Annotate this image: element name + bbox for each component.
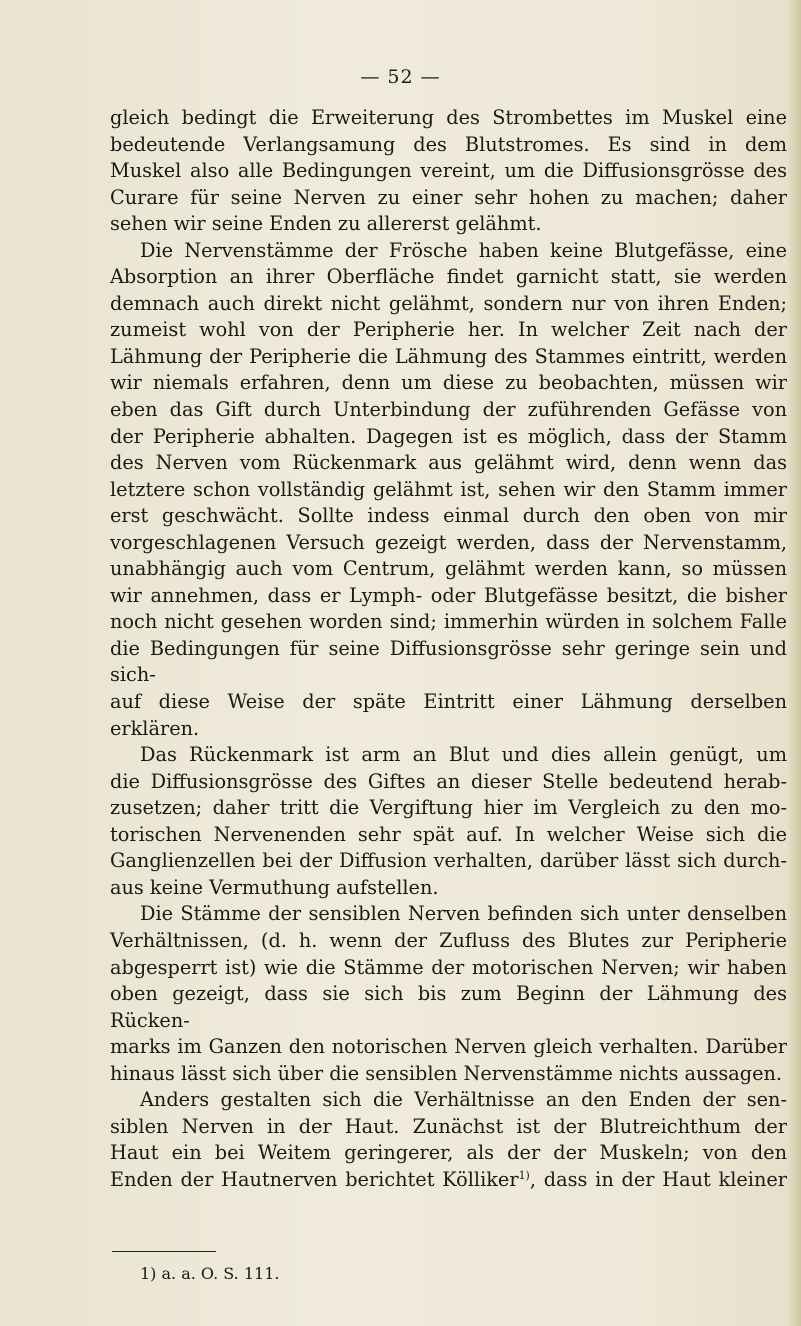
text-line: eben das Gift durch Unterbindung der zuführenden Gefässe von bbox=[110, 398, 787, 422]
footnote: 1) a. a. O. S. 111. bbox=[140, 1264, 280, 1283]
text-line: wir annehmen, dass er Lymph- oder Blutgefässe besitzt, die bisher bbox=[110, 583, 787, 607]
text-line: die Bedingungen für seine Diffusionsgrösse sehr geringe sein und sich- bbox=[110, 636, 787, 687]
text-line: torischen Nervenenden sehr spät auf. In welcher Weise sich die bbox=[110, 822, 787, 846]
text-line: unabhängig auch vom Centrum, gelähmt werden kann, so müssen bbox=[110, 557, 787, 581]
text-line: Das Rückenmark ist arm an Blut und dies allein genügt, um bbox=[140, 743, 787, 767]
footnote-divider bbox=[112, 1251, 216, 1252]
text-line: oben gezeigt, dass sie sich bis zum Beginn der Lähmung des Rücken- bbox=[110, 982, 787, 1032]
text-line: Die Nervenstämme der Frösche haben keine Blutgefässe, eine bbox=[140, 238, 787, 262]
text-line: zusetzen; daher tritt die Vergiftung hier im Vergleich zu den mo- bbox=[110, 796, 787, 820]
page-edge-shadow bbox=[787, 0, 801, 1326]
text-line: Haut ein bei Weitem geringerer, als der der Muskeln; von den bbox=[110, 1141, 787, 1165]
text-line: gleich bedingt die Erweiterung des Strombettes im Muskel eine bbox=[110, 106, 787, 129]
text-line: demnach auch direkt nicht gelähmt, sondern nur von ihren Enden; bbox=[110, 291, 787, 315]
footnote-marker: 1) bbox=[518, 1168, 530, 1182]
body-text bbox=[110, 105, 787, 1193]
text-line: Anders gestalten sich die Verhältnisse an den Enden der sen- bbox=[140, 1088, 787, 1112]
text-line: Muskel also alle Bedingungen vereint, um die Diffusionsgrösse des bbox=[110, 159, 787, 183]
text-line: sehen wir seine Enden zu allererst gelähmt. bbox=[110, 212, 542, 236]
text-line: letztere schon vollständig gelähmt ist, sehen wir den Stamm immer bbox=[110, 477, 787, 501]
text-fragment: , dass in der Haut kleiner bbox=[529, 1167, 788, 1191]
text-line: marks im Ganzen den notorischen Nerven gleich verhalten. Darüber bbox=[110, 1035, 787, 1059]
text-line: vorgeschlagenen Versuch gezeigt werden, dass der Nervenstamm, bbox=[110, 530, 787, 554]
text-line: zumeist wohl von der Peripherie her. In welcher Zeit nach der bbox=[110, 318, 787, 342]
text-line: abgesperrt ist) wie die Stämme der motorischen Nerven; wir haben bbox=[110, 955, 787, 979]
text-line: auf diese Weise der späte Eintritt einer Lähmung derselben erklären. bbox=[110, 690, 787, 740]
text-line: noch nicht gesehen worden sind; immerhin würden in solchem Falle bbox=[110, 610, 787, 634]
text-fragment: Enden der Hautnerven berichtet Kölliker bbox=[110, 1167, 519, 1191]
text-line: siblen Nerven in der Haut. Zunächst ist der Blutreichthum der bbox=[110, 1114, 787, 1138]
text-line: die Diffusionsgrösse des Giftes an dieser Stelle bedeutend herab- bbox=[110, 769, 787, 793]
text-line: der Peripherie abhalten. Dagegen ist es möglich, dass der Stamm bbox=[110, 424, 787, 448]
text-line: Absorption an ihrer Oberfläche findet garnicht statt, sie werden bbox=[110, 265, 787, 289]
text-line: aus keine Vermuthung aufstellen. bbox=[110, 875, 439, 899]
text-line: erst geschwächt. Sollte indess einmal durch den oben von mir bbox=[110, 504, 787, 528]
text-line: des Nerven vom Rückenmark aus gelähmt wird, denn wenn das bbox=[110, 451, 787, 475]
text-line bbox=[110, 1167, 787, 1194]
text-line: Lähmung der Peripherie die Lähmung des Stammes eintritt, werden bbox=[110, 344, 787, 368]
text-line: Curare für seine Nerven zu einer sehr hohen zu machen; daher bbox=[110, 185, 787, 209]
text-line: Ganglienzellen bei der Diffusion verhalten, darüber lässt sich durch- bbox=[110, 849, 787, 873]
text-line: Verhältnissen, (d. h. wenn der Zufluss des Blutes zur Peripherie bbox=[110, 928, 787, 952]
text-line: hinaus lässt sich über die sensiblen Nervenstämme nichts aussagen. bbox=[110, 1061, 783, 1085]
text-line: wir niemals erfahren, denn um diese zu beobachten, müssen wir bbox=[110, 371, 787, 395]
page-number: — 52 — bbox=[360, 66, 441, 88]
text-line: bedeutende Verlangsamung des Blutstromes. Es sind in dem bbox=[110, 132, 787, 156]
text-line: Die Stämme der sensiblen Nerven befinden sich unter denselben bbox=[140, 902, 787, 926]
